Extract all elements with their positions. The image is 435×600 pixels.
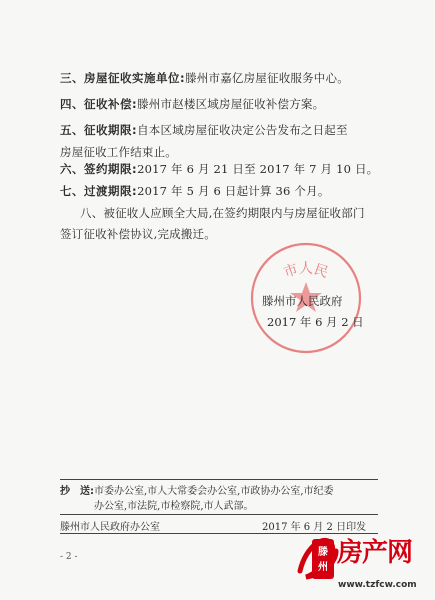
- item-8-continuation: 签订征收补偿协议,完成搬迁。: [60, 227, 216, 241]
- item-5-continuation: 房屋征收工作结束止。: [60, 145, 177, 159]
- svg-text:州: 州: [318, 562, 328, 573]
- item-3: 三、房屋征收实施单位:滕州市嘉亿房屋征收服务中心。: [60, 71, 349, 85]
- seal-text: 市人民: [281, 260, 331, 282]
- carbon-copy-section: [60, 484, 378, 512]
- cc-line-2: 办公室,市法院,市检察院,市人武部。: [94, 501, 254, 512]
- item-8: 八、被征收人应顾全大局,在签约期限内与房屋征收部门: [80, 206, 365, 220]
- cc-recipients: [94, 484, 382, 514]
- footer-printed-date: 2017 年 6 月 2 日印发: [262, 522, 367, 533]
- svg-text:市人民: [282, 261, 331, 281]
- issue-date: 2017 年 6 月 2 日: [267, 315, 364, 329]
- divider-top: [60, 479, 378, 480]
- item-5: 五、征收期限:自本区域房屋征收决定公告发布之日起至: [60, 123, 348, 137]
- page-number: - 2 -: [60, 552, 78, 562]
- svg-text:滕: 滕: [318, 547, 328, 558]
- watermark-brand: 房产网: [337, 538, 413, 568]
- issuer-name: 滕州市人民政府: [262, 294, 343, 308]
- item-4: 四、征收补偿:滕州市赵楼区域房屋征收补偿方案。: [60, 97, 325, 111]
- watermark-site: www.tzfcw.com: [338, 580, 417, 590]
- item-6: 六、签约期限:2017 年 6 月 21 日至 2017 年 7 月 10 日。: [60, 162, 379, 176]
- item-7: 七、过渡期限:2017 年 5 月 6 日起计算 36 个月。: [60, 184, 330, 198]
- cc-line-1: 市委办公室,市人大常委会办公室,市政协办公室,市纪委: [94, 486, 334, 497]
- footer-office: 滕州市人民政府办公室: [60, 522, 160, 533]
- cc-label: 抄 送:: [60, 486, 94, 497]
